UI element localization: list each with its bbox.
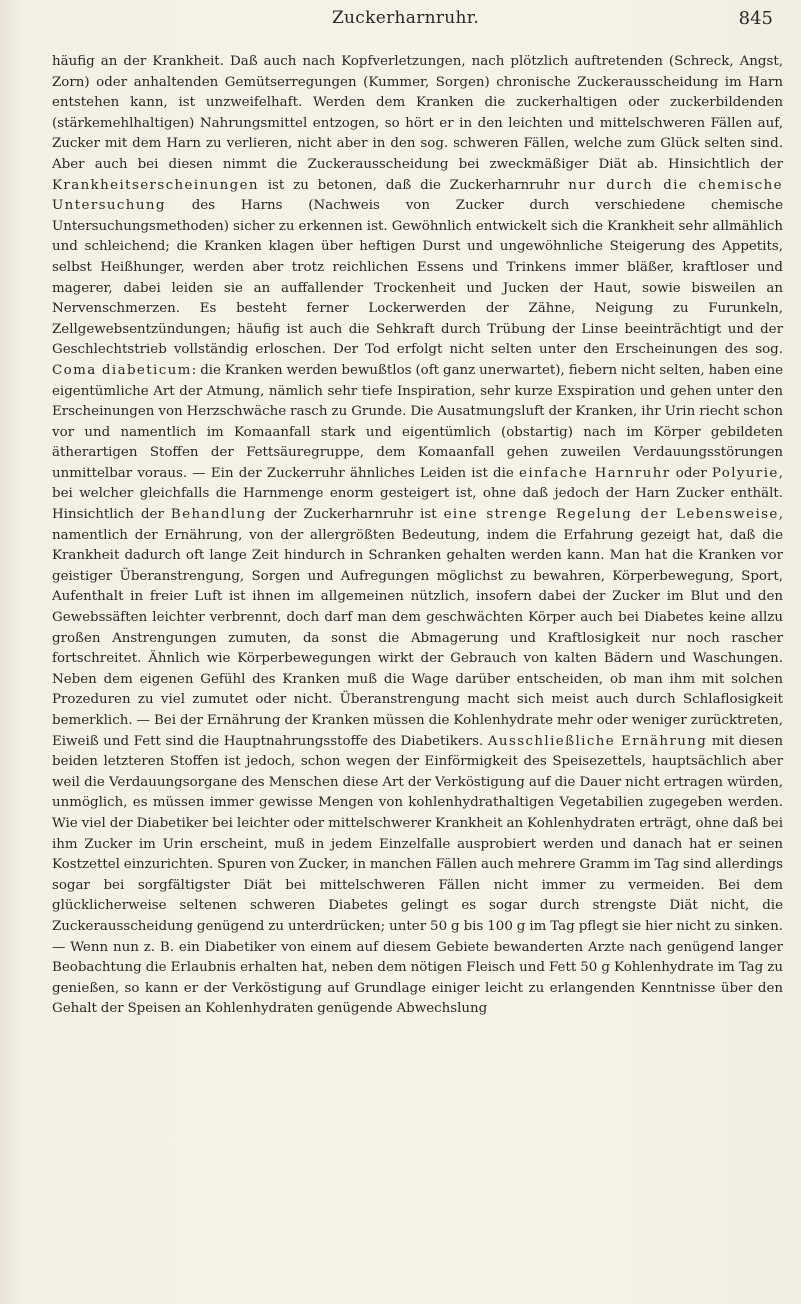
- emphasis-krankheitserscheinungen: Krankheitserscheinungen: [52, 177, 259, 193]
- text-run: ist zu betonen, daß die Zuckerharnruhr: [258, 177, 569, 193]
- text-run: , bei welcher gleichfalls die Harnmenge enorm gesteigert ist, ohne daß jedoch der Harn Zucker enthält. Hinsichtlich der: [52, 465, 783, 523]
- paragraph: [52, 52, 783, 1020]
- emphasis-chemische-untersuchung: nur durch die chemische Untersuchung: [52, 177, 783, 214]
- text-run: oder: [670, 465, 712, 481]
- page-number: 845: [738, 8, 773, 29]
- text-run: der Zuckerharnruhr ist: [266, 507, 444, 523]
- emphasis-einfache-harnruhr: einfache Harnruhr: [519, 465, 671, 481]
- emphasis-coma-diabeticum: Coma diabeticum: [52, 362, 192, 378]
- running-title: Zuckerharnruhr.: [331, 8, 480, 28]
- text-run: häufig an der Krankheit. Daß auch nach Kopfverletzungen, nach plötzlich auftretenden (Schreck, Angst, Zorn) oder anhaltenden Gemütserregungen (Kummer, Sorgen) chronische Zuckerausscheidung im Harn entstehen kann, ist unzweifelhaft. Werden dem Kranken die zuckerhaltigen oder zuckerbildenden (stärkemehlhaltigen) Nahrungsmittel entzogen, so hört er in den leichten und mittelschweren Fällen auf, Zucker mit dem Harn zu verlieren, nicht aber in den sog. schweren Fällen, welche zum Glück selten sind. Aber auch bei diesen nimmt die Zuckerausscheidung bei zweckmäßiger Diät ab. Hinsichtlich der: [52, 54, 783, 172]
- emphasis-strenge-regelung: eine strenge Regelung der Lebensweise: [443, 507, 779, 523]
- text-run: des Harns (Nachweis von Zucker durch verschiedene chemische Untersuchungsmethoden) sicher zu erkennen ist. Gewöhnlich entwickelt sich die Krankheit sehr allmählich und schleichend; die Kranken klagen über heftigen Durst und ungewöhnliche Steigerung des Appetits, selbst Heißhunger, werden aber trotz reichlichen Essens und Trinkens immer bläßer, kraftloser und magerer, dabei leiden sie an auffallender Trockenheit und Jucken der Haut, sowie bisweilen an Nervenschmerzen. Es besteht ferner Lockerwerden der Zähne, Neigung zu Furunkeln, Zellgewebsentzündungen; häufig ist auch die Sehkraft durch Trübung der Linse beeinträchtigt und der Geschlechtstrieb vollständig erloschen. Der Tod erfolgt nicht selten unter den Erscheinungen des sog.: [52, 198, 783, 358]
- text-run: mit diesen beiden letzteren Stoffen ist jedoch, schon wegen der Einförmigkeit des Speisezettels, hauptsächlich aber weil die Verdauungsorgane des Menschen diese Art der Verköstigung auf die Dauer nicht ertragen würden, unmöglich, es müssen immer gewisse Mengen von kohlenhydrathaltigen Vegetabilien zugegeben werden. Wie viel der Diabetiker bei leichter oder mittelschwerer Krankheit an Kohlenhydraten erträgt, ohne daß bei ihm Zucker im Urin erscheint, muß in jedem Einzelfalle ausprobiert werden und danach hat er seinen Kostzettel einzurichten. Spuren von Zucker, in manchen Fällen auch mehrere Gramm im Tag sind allerdings sogar bei sorgfältigster Diät bei mittelschweren Fällen nicht immer zu vermeiden. Bei dem glücklicherweise seltenen schweren Diabetes gelingt es sogar durch strengste Diät nicht, die Zuckerausscheidung genügend zu unterdrücken; unter 50 g bis 100 g im Tag pflegt sie hier nicht zu sinken. — Wenn nun z. B. ein Diabetiker von einem auf diesem Gebiete bewanderten Arzte nach genügend langer Beobachtung die Erlaubnis erhalten hat, neben dem nötigen Fleisch und Fett 50 g Kohlenhydrate im Tag zu genießen, so kann er der Verköstigung auf Grundlage einiger leicht zu erlangenden Kenntnisse über den Gehalt der Speisen an Kohlenhydraten genügende Abwechslung: [52, 733, 783, 1017]
- text-run: : die Kranken werden bewußtlos (oft ganz unerwartet), fiebern nicht selten, haben eine eigentümliche Art der Atmung, nämlich sehr tiefe Inspiration, sehr kurze Exspiration und gehen unter den Erscheinungen von Herzschwäche rasch zu Grunde. Die Ausatmungsluft der Kranken, ihr Urin riecht schon vor und namentlich im Komaanfall stark und eigentümlich (obstartig) nach im Körper gebildeten ätherartigen Stoffen der Fettsäuregruppe, dem Komaanfall gehen zuweilen Verdauungsstörungen unmittelbar voraus. — Ein der Zuckerruhr ähnliches Leiden ist die: [52, 362, 783, 481]
- emphasis-behandlung: Behandlung: [170, 507, 267, 523]
- page-header: [30, 8, 781, 38]
- emphasis-polyurie: Polyurie: [711, 465, 779, 481]
- emphasis-ausschliessliche-ernaehrung: Ausschließliche Ernährung: [487, 733, 708, 749]
- text-run: , namentlich der Ernährung, von der allergrößten Bedeutung, indem die Erfahrung gezeigt hat, daß die Krankheit dadurch oft lange Zeit hindurch in Schranken gehalten werden kann. Man hat die Kranken vor geistiger Überanstrengung, Sorgen und Aufregungen möglichst zu bewahren, Körperbewegung, Sport, Aufenthalt in freier Luft ist ihnen im allgemeinen nützlich, insofern dabei der Zucker im Blut und den Gewebssäften leichter verbrennt, doch darf man dem geschwächten Körper auch bei Diabetes keine allzu großen Anstrengungen zumuten, da sonst die Abmagerung und Kraftlosigkeit nur noch rascher fortschreitet. Ähnlich wie Körperbewegungen wirkt der Gebrauch von kalten Bädern und Waschungen. Neben dem eigenen Gefühl des Kranken muß die Wage darüber entscheiden, ob man ihm mit solchen Prozeduren zu viel zumutet oder nicht. Überanstrengung macht sich meist auch durch Schlaflosigkeit bemerklich. — Bei der Ernährung der Kranken müssen die Kohlenhydrate mehr oder weniger zurücktreten, Eiweiß und Fett sind die Hauptnahrungsstoffe des Diabetikers.: [52, 507, 783, 749]
- body-text: [52, 52, 783, 1020]
